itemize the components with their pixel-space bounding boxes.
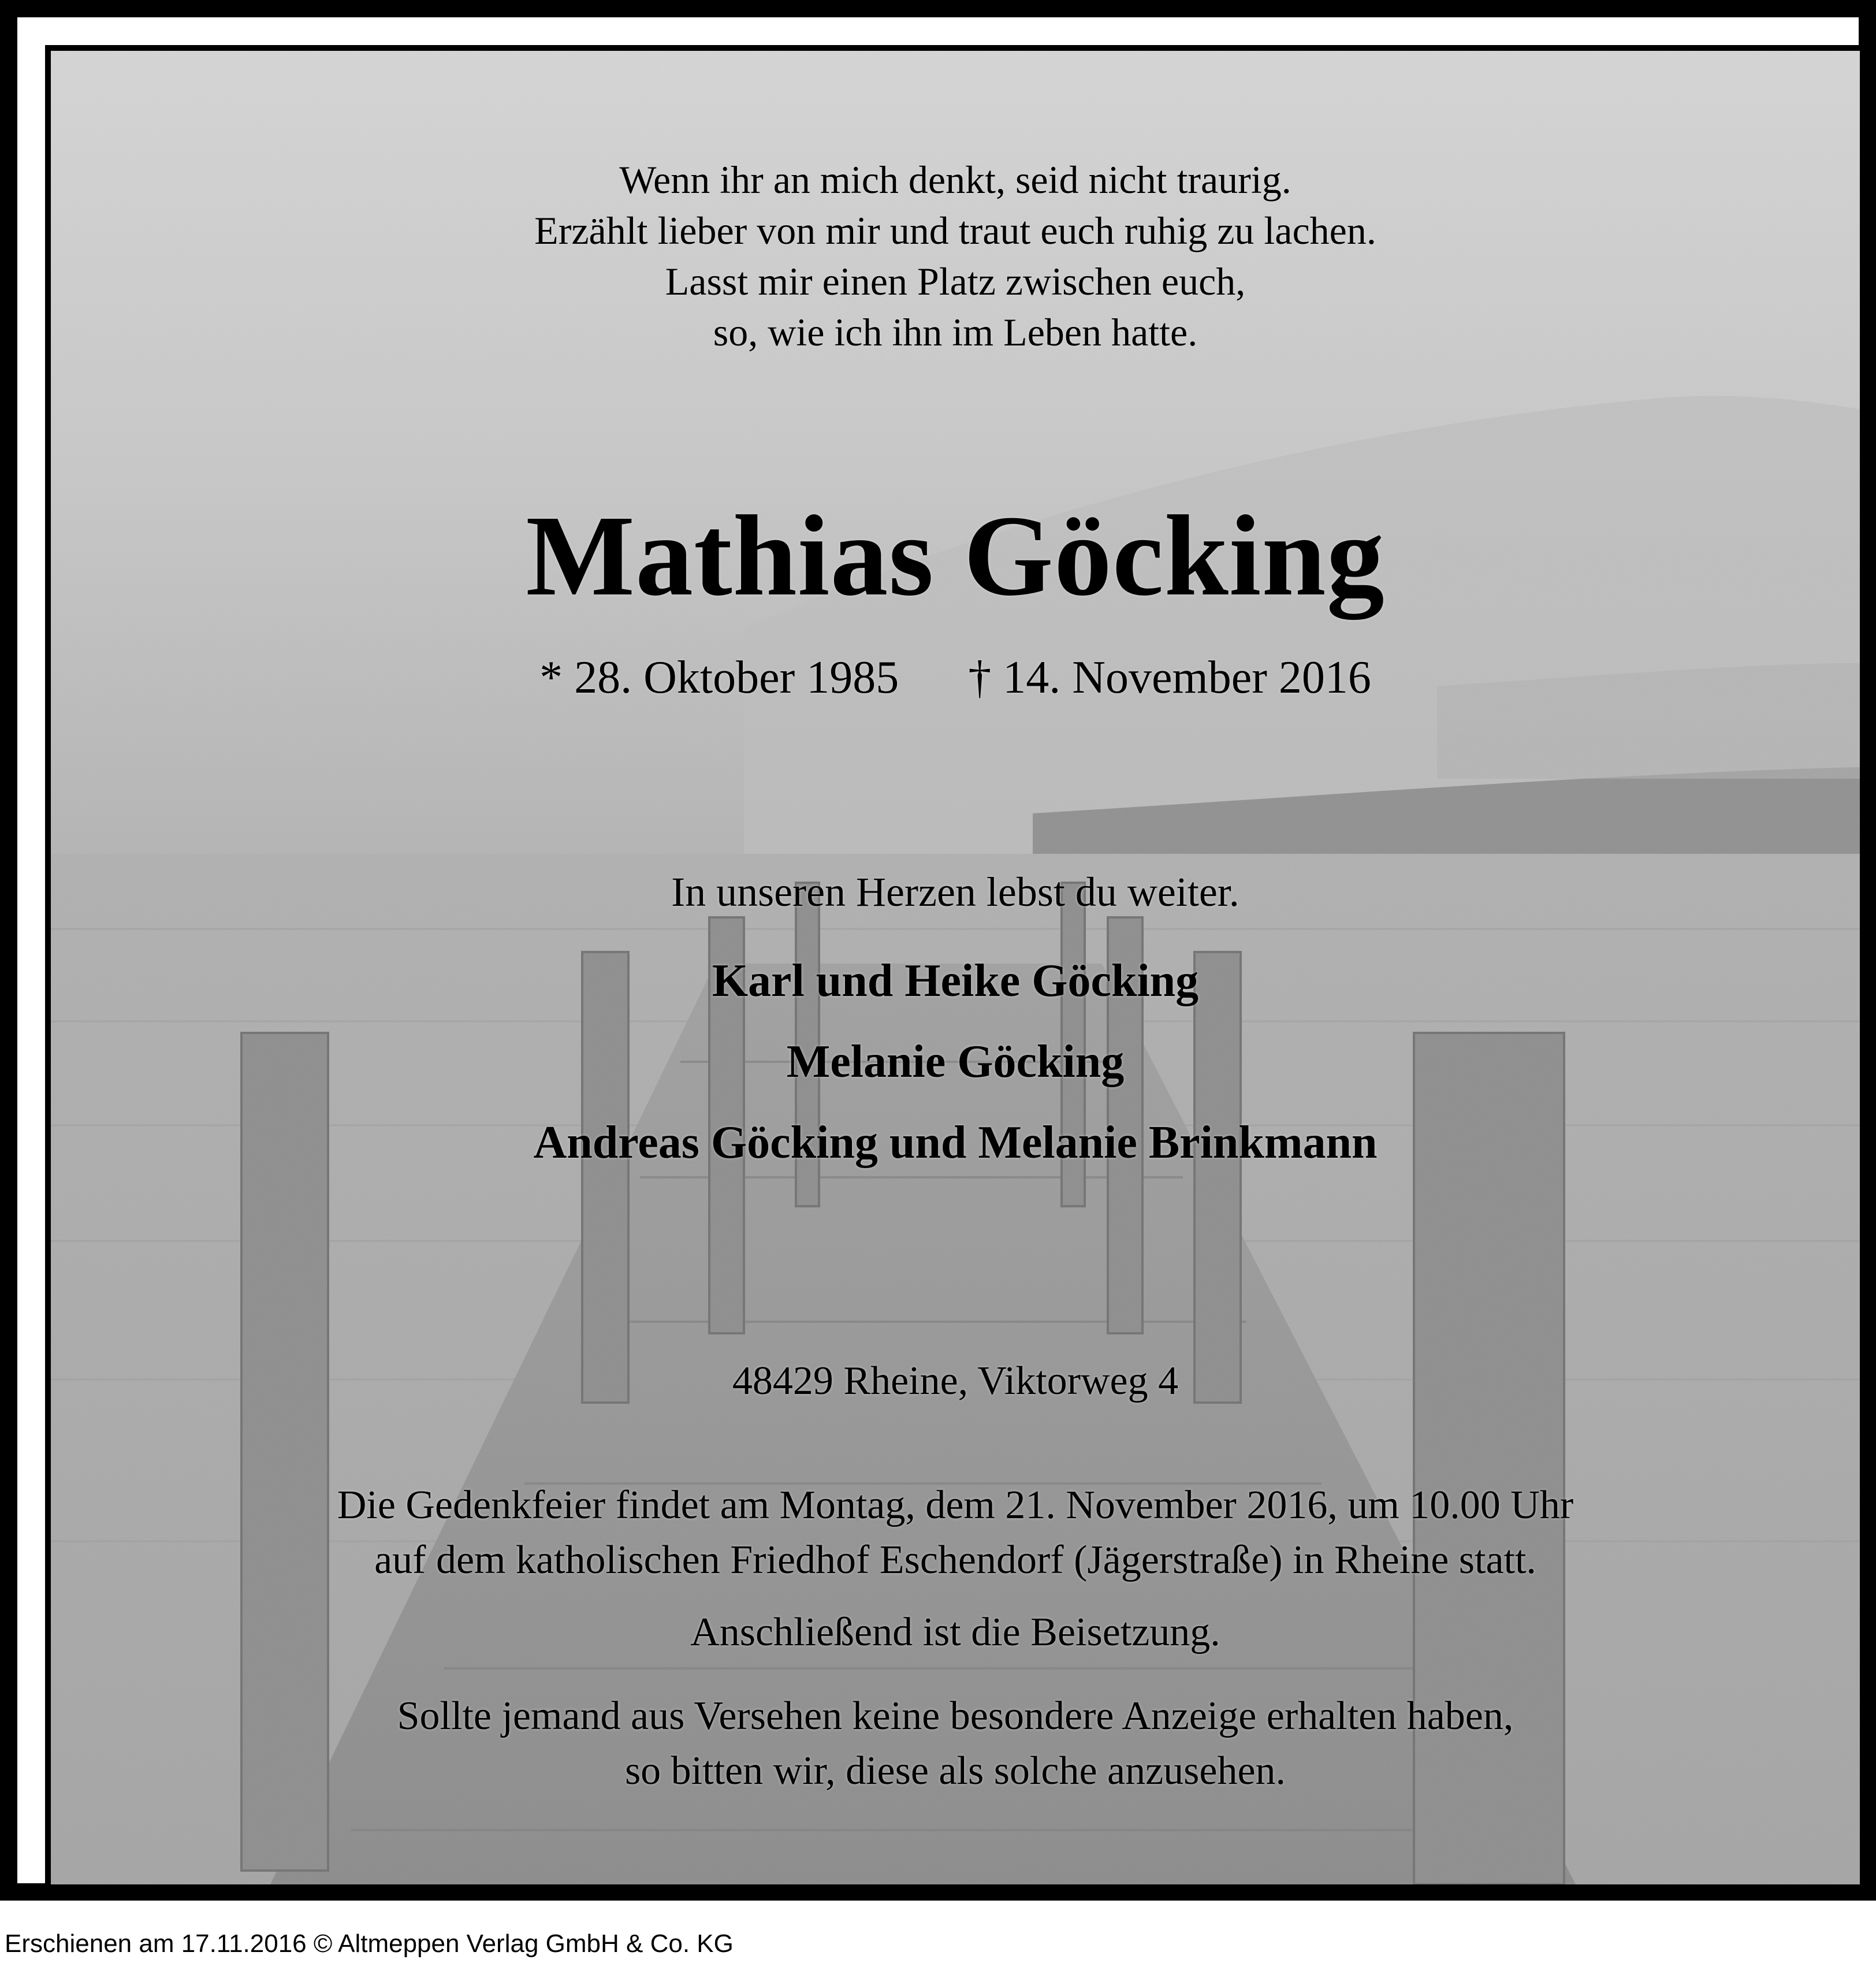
publication-footer: Erschienen am 17.11.2016 © Altmeppen Verlag GmbH & Co. KG <box>5 1929 734 1958</box>
poem-line-2: Erzählt lieber von mir und traut euch ruhig zu lachen. <box>534 209 1376 252</box>
ceremony-line-2: auf dem katholischen Friedhof Eschendorf (Jägerstraße) in Rheine statt. <box>374 1538 1536 1582</box>
deceased-name: Mathias Göcking <box>526 492 1385 620</box>
death-date: † 14. November 2016 <box>968 652 1371 703</box>
ceremony-line-1: Die Gedenkfeier findet am Montag, dem 21. November 2016, um 10.00 Uhr <box>337 1483 1574 1527</box>
poem-line-3: Lasst mir einen Platz zwischen euch, <box>665 259 1246 303</box>
mourner-2: Melanie Göcking <box>786 1036 1125 1087</box>
poem-line-1: Wenn ihr an mich denkt, seid nicht traurig. <box>619 158 1291 202</box>
life-dates <box>51 652 1860 704</box>
notice-line-2: so bitten wir, diese als solche anzusehen. <box>624 1749 1286 1793</box>
mourner-3: Andreas Göcking und Melanie Brinkmann <box>533 1117 1378 1168</box>
burial-note: Anschließend ist die Beisetzung. <box>690 1610 1220 1654</box>
notice-line-1: Sollte jemand aus Versehen keine besondere Anzeige erhalten haben, <box>397 1694 1514 1738</box>
mourner-1: Karl und Heike Göcking <box>712 955 1199 1006</box>
obituary-inner-frame <box>45 45 1866 1890</box>
address: 48429 Rheine, Viktorweg 4 <box>732 1359 1179 1403</box>
poem-line-4: so, wie ich ihn im Leben hatte. <box>713 310 1198 354</box>
motto: In unseren Herzen lebst du weiter. <box>671 869 1240 915</box>
birth-date: * 28. Oktober 1985 <box>539 652 899 703</box>
